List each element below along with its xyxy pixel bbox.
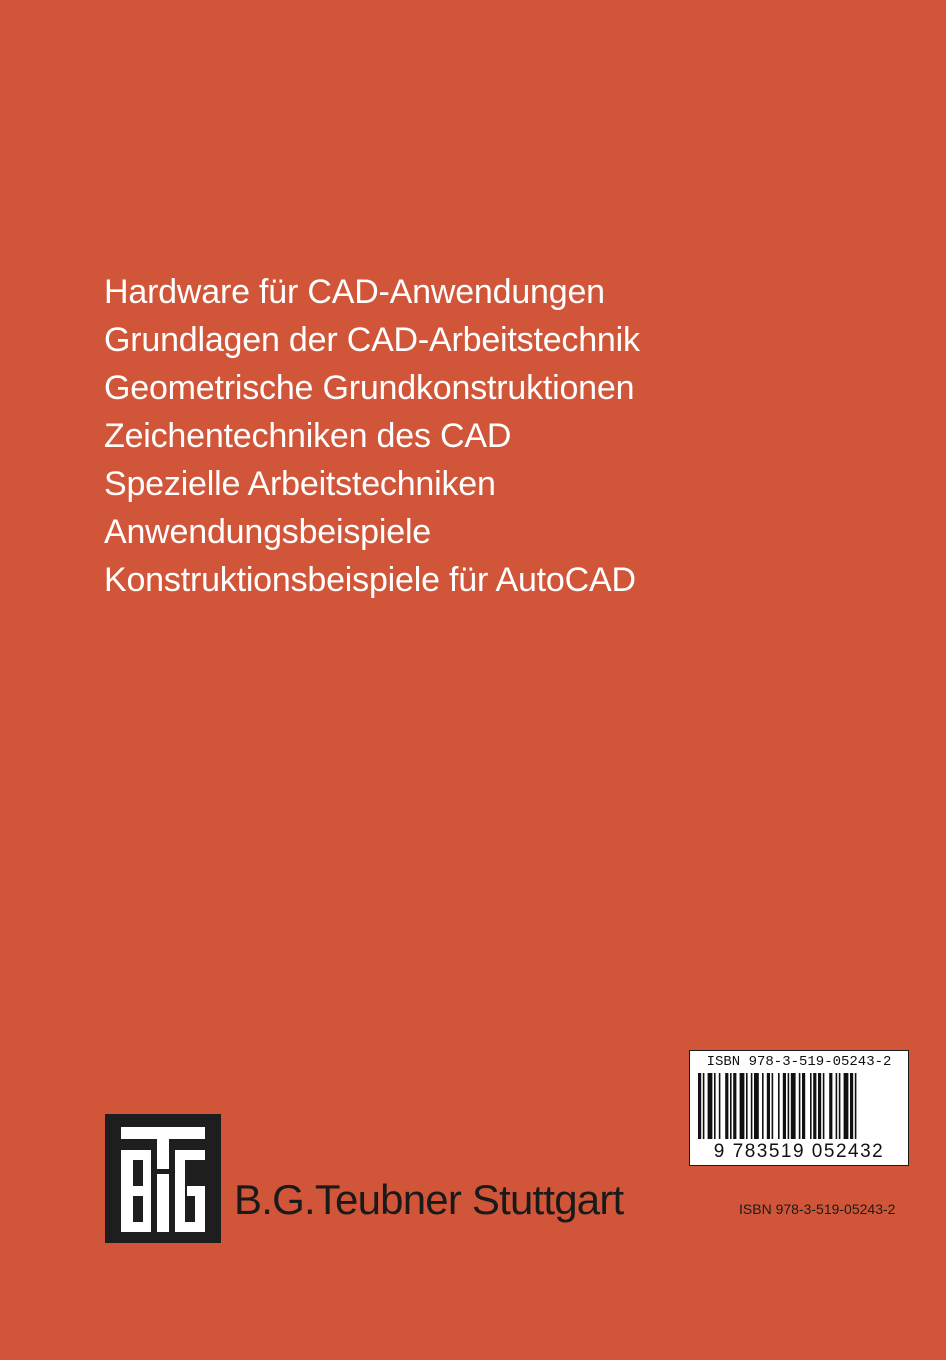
barcode-bar: [823, 1073, 825, 1139]
barcode-bar: [733, 1073, 736, 1139]
teubner-btg-logo-icon: [105, 1114, 221, 1243]
barcode-bar: [746, 1073, 748, 1139]
barcode-bar: [708, 1073, 713, 1139]
barcode-digits: 9 783519 052432: [713, 1141, 885, 1162]
publisher-name: B.G.Teubner Stuttgart: [234, 1176, 624, 1223]
barcode-bar: [725, 1073, 728, 1139]
contents-item: Konstruktionsbeispiele für AutoCAD: [104, 561, 636, 599]
barcode-bar: [703, 1073, 705, 1139]
barcode-bar: [791, 1073, 796, 1139]
barcode-bars-icon: [698, 1073, 900, 1139]
contents-item: Grundlagen der CAD-Arbeitstechnik: [104, 321, 640, 359]
barcode-bar: [839, 1073, 841, 1139]
barcode-bar: [751, 1073, 753, 1139]
contents-item: Geometrische Grundkonstruktionen: [104, 369, 635, 407]
contents-item: Zeichentechniken des CAD: [104, 417, 512, 455]
barcode-bar: [767, 1073, 770, 1139]
barcode-bar: [762, 1073, 764, 1139]
barcode-bar: [813, 1073, 816, 1139]
barcode-bar: [855, 1073, 857, 1139]
isbn-text: ISBN 978-3-519-05243-2: [739, 1201, 896, 1217]
table-of-contents: [104, 268, 640, 604]
barcode-bar: [802, 1073, 805, 1139]
barcode-bar: [719, 1073, 721, 1139]
barcode-bar: [730, 1073, 732, 1139]
barcode-bar: [836, 1073, 838, 1139]
barcode-bar: [850, 1073, 853, 1139]
contents-item: Hardware für CAD-Anwendungen: [104, 273, 605, 311]
barcode-bar: [714, 1073, 716, 1139]
barcode-bar: [698, 1073, 701, 1139]
barcode-bar: [740, 1073, 745, 1139]
barcode-isbn-label: ISBN 978-3-519-05243-2: [706, 1054, 892, 1070]
barcode-bar: [810, 1073, 812, 1139]
contents-item: Anwendungsbeispiele: [104, 513, 432, 551]
barcode-bar: [778, 1073, 780, 1139]
barcode-bar: [799, 1073, 801, 1139]
barcode-bar: [772, 1073, 774, 1139]
barcode-bar: [788, 1073, 790, 1139]
barcode-bar: [783, 1073, 786, 1139]
barcode-bar: [844, 1073, 849, 1139]
barcode-bar: [818, 1073, 821, 1139]
barcode: [689, 1050, 909, 1166]
barcode-bar: [829, 1073, 832, 1139]
contents-item: Spezielle Arbeitstechniken: [104, 465, 496, 503]
barcode-bar: [754, 1073, 759, 1139]
